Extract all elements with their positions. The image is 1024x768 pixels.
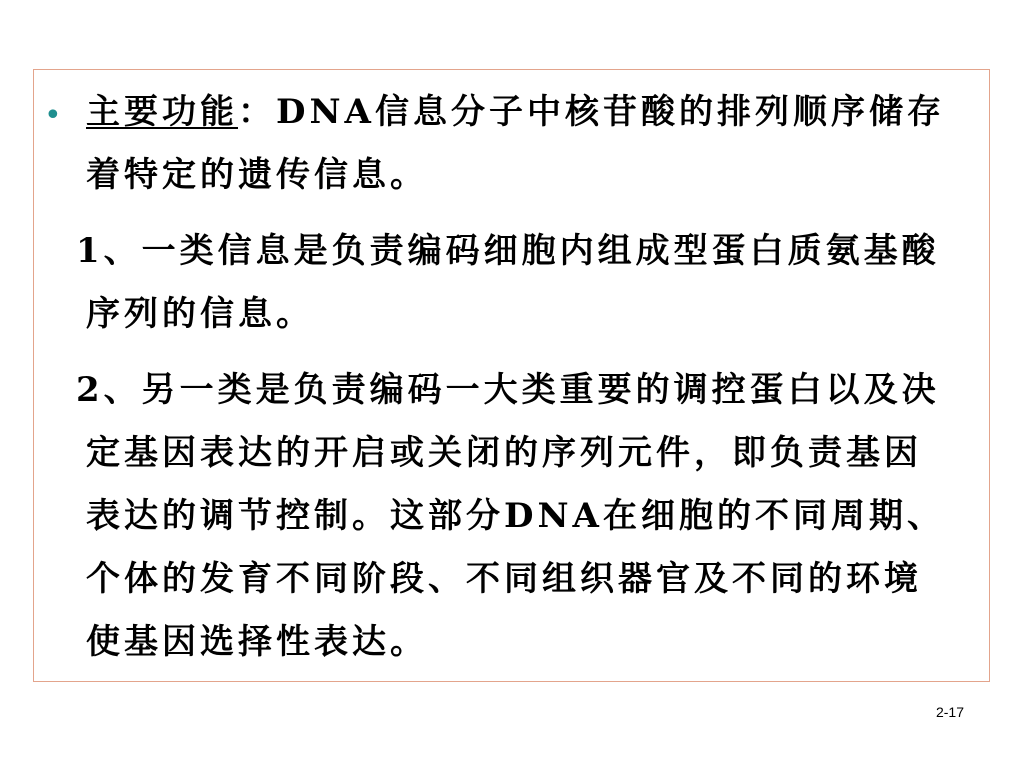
point-1-line-2: 序列的信息。	[86, 294, 314, 334]
point-2-line-3: 表达的调节控制。这部分DNA在细胞的不同周期、	[86, 496, 945, 536]
page-number: 2-17	[935, 704, 964, 720]
point-2-line-5: 使基因选择性表达。	[86, 622, 428, 662]
heading-line	[86, 92, 945, 132]
point-2-line-2: 定基因表达的开启或关闭的序列元件，即负责基因	[86, 433, 922, 473]
heading-rest: ：DNA信息分子中核苷酸的排列顺序储存	[238, 92, 945, 132]
heading-term: 主要功能	[86, 92, 238, 132]
point-1-line-1: 1、一类信息是负责编码细胞内组成型蛋白质氨基酸	[76, 231, 940, 271]
text-line-2: 着特定的遗传信息。	[86, 155, 428, 195]
point-2-line-4: 个体的发育不同阶段、不同组织器官及不同的环境	[86, 559, 922, 599]
point-2-line-1: 2、另一类是负责编码一大类重要的调控蛋白以及决	[76, 370, 940, 410]
bullet-icon: •	[44, 98, 62, 133]
